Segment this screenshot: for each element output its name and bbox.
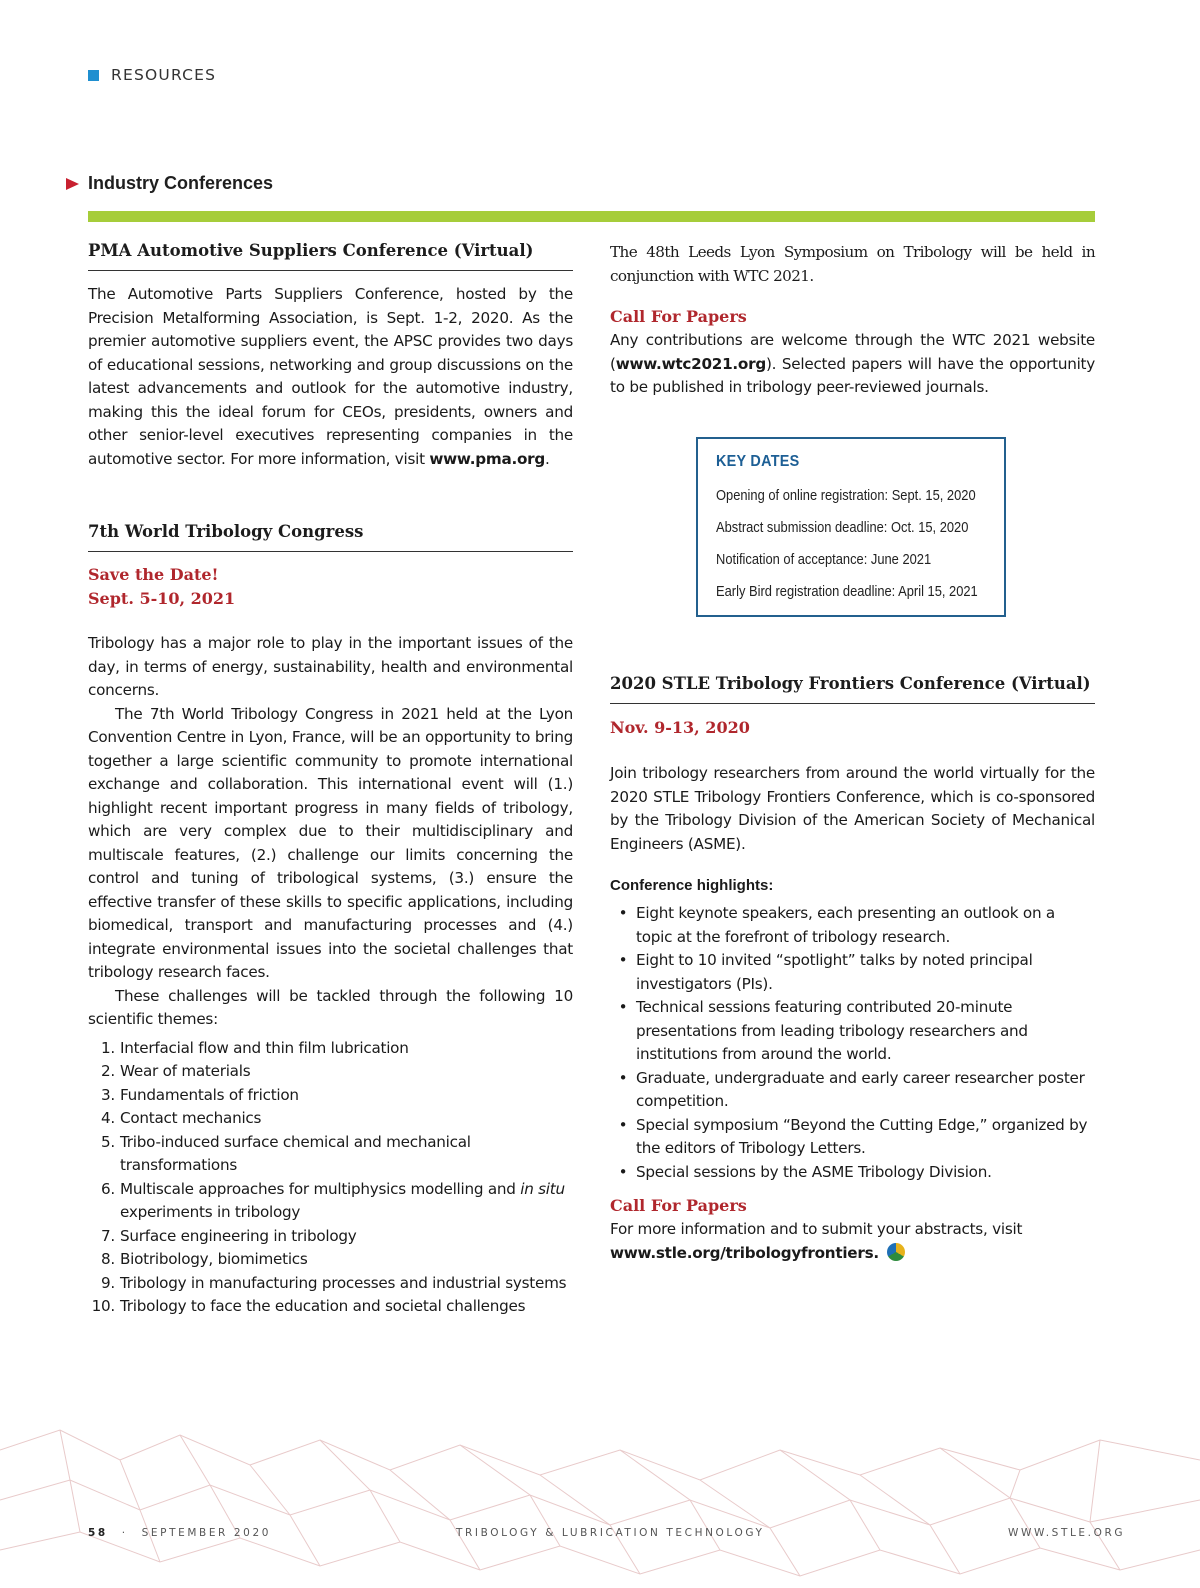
stle-body: Join tribology researchers from around the world virtually for the 2020 STLE Tribology Frontiers Conference, which is co-sponsored by the Tribology Division of the American Society of Mechanical Engineers (ASME). <box>610 764 1095 853</box>
heading-divider <box>88 211 1095 222</box>
theme-text: Fundamentals of friction <box>120 1085 299 1104</box>
theme-number: 7. <box>101 1226 115 1245</box>
stle-link-end: . <box>873 1243 879 1262</box>
highlight-item <box>610 1161 1095 1185</box>
theme-item <box>88 1225 573 1249</box>
wtc-paragraph-1: Tribology has a major role to play in the important issues of the day, in terms of energy, sustainability, health and environmental concerns. <box>88 634 573 699</box>
theme-text: Contact mechanics <box>120 1109 262 1127</box>
theme-number: 10. <box>91 1297 115 1315</box>
theme-item <box>88 1060 573 1084</box>
highlight-item <box>610 902 1095 949</box>
stle-article <box>610 674 1095 1265</box>
section-tag <box>88 66 216 84</box>
page-heading-text: Industry Conferences <box>88 173 274 193</box>
magazine-name: TRIBOLOGY & LUBRICATION TECHNOLOGY <box>456 1527 765 1539</box>
theme-text: Multiscale approaches for multiphysics modelling and in situ experiments in tribology <box>120 1179 565 1221</box>
theme-item <box>88 1037 573 1061</box>
theme-text: Surface engineering in tribology <box>120 1226 357 1245</box>
highlights-heading: Conference highlights: <box>610 877 774 894</box>
bullet-icon: • <box>618 1068 628 1087</box>
highlights-list <box>610 902 1095 1184</box>
section-square-icon <box>88 70 99 81</box>
highlight-text: Eight to 10 invited “spotlight” talks by noted principal investigators (PIs). <box>636 951 1033 993</box>
wtc-article <box>88 522 573 1319</box>
section-label: RESOURCES <box>111 66 217 84</box>
theme-text: Interfacial flow and thin film lubrication <box>120 1038 409 1057</box>
highlight-text: Special symposium “Beyond the Cutting Edge,” organized by the editors of Tribology Letters. <box>636 1115 1088 1157</box>
theme-item <box>88 1248 573 1272</box>
pma-body <box>88 283 573 471</box>
triangle-arrow-icon <box>66 178 79 190</box>
stle-cfp-heading: Call For Papers <box>610 1196 747 1215</box>
highlight-text: Special sessions by the ASME Tribology Division. <box>636 1162 992 1181</box>
bullet-icon: • <box>618 998 628 1016</box>
theme-item <box>88 1084 573 1108</box>
footer-left <box>88 1527 271 1539</box>
stle-cfp-link-line <box>610 1242 1095 1266</box>
wtc-cfp-heading: Call For Papers <box>610 307 747 326</box>
wtc-continued <box>610 241 1095 400</box>
leeds-paragraph: The 48th Leeds Lyon Symposium on Tribology will be held in conjunction with WTC 2021. <box>610 243 1095 285</box>
wtc-cfp-post: ). Selected papers will have the opportunity to be published in tribology peer-reviewed journals. <box>610 354 1095 396</box>
bullet-icon: • <box>618 904 628 922</box>
highlight-item <box>610 996 1095 1067</box>
key-date-item: Notification of acceptance: June 2021 <box>716 551 932 568</box>
issue-date: SEPTEMBER 2020 <box>141 1527 272 1539</box>
theme-text: Wear of materials <box>120 1062 251 1080</box>
theme-number: 3. <box>101 1085 115 1104</box>
theme-number: 6. <box>101 1179 115 1198</box>
wtc-cfp-pre: Any contributions are welcome through the WTC 2021 website ( <box>610 331 1095 373</box>
page-heading <box>66 173 273 194</box>
key-date-item: Early Bird registration deadline: April 15, 2021 <box>716 583 978 600</box>
key-dates-title: KEY DATES <box>716 453 800 470</box>
theme-item <box>88 1295 573 1319</box>
theme-text: Tribology in manufacturing processes and industrial systems <box>120 1273 567 1292</box>
bullet-icon: • <box>618 1115 628 1134</box>
recycle-icon <box>887 1243 905 1261</box>
pma-body-end: . <box>545 449 550 468</box>
key-date-item: Abstract submission deadline: Oct. 15, 2020 <box>716 519 969 536</box>
theme-item <box>88 1131 573 1178</box>
key-dates-box <box>696 437 1006 617</box>
wtc-paragraph-2: The 7th World Tribology Congress in 2021 held at the Lyon Convention Centre in Lyon, France, will be an opportunity to bring together a large scientific community to promote international exchange and collaboration. This international event will (1.) highlight recent important progress in many fields of tribology, which are very complex due to their multidisciplinary and multiscale features, (2.) challenge our limits concerning the control and tuning of tribological systems, (3.) ensure the effective transfer of these skills to specific applications, including biomedical, transport and manufacturing processes and (4.) integrate environmental issues into the societal challenges that tribology research faces. <box>88 704 573 981</box>
key-date-item: Opening of online registration: Sept. 15, 2020 <box>716 487 976 504</box>
stle-cfp-text: For more information and to submit your abstracts, visit <box>610 1220 1023 1238</box>
theme-number: 8. <box>101 1250 115 1268</box>
wtc-dates: Sept. 5-10, 2021 <box>88 589 236 608</box>
key-dates-list <box>716 480 1004 608</box>
theme-number: 2. <box>101 1062 115 1080</box>
wtc-cfp-body <box>610 329 1095 400</box>
theme-item <box>88 1178 573 1225</box>
pma-body-text: The Automotive Parts Suppliers Conference, hosted by the Precision Metalforming Association, is Sept. 1-2, 2020. As the premier automotive suppliers event, the APSC provides two days of educational sessions, networking and group discussions on the latest advancements and outlook for the automotive industry, making this the ideal forum for CEOs, presidents, owners and other senior-level executives representing companies in the automotive sector. For more information, visit <box>88 285 573 468</box>
pma-article <box>88 241 573 471</box>
wtc-save-date: Save the Date! <box>88 565 219 584</box>
background-mesh <box>0 1300 1200 1588</box>
bullet-icon: • <box>618 1162 628 1181</box>
wtc-paragraph-3: These challenges will be tackled through the following 10 scientific themes: <box>88 986 573 1028</box>
theme-number: 4. <box>101 1109 115 1127</box>
wtc-link[interactable]: www.wtc2021.org <box>615 354 766 373</box>
highlight-text: Technical sessions featuring contributed 20-minute presentations from leading tribology researchers and institutions from around the world. <box>636 998 1028 1063</box>
theme-number: 5. <box>101 1132 115 1151</box>
stle-title: 2020 STLE Tribology Frontiers Conference (Virtual) <box>610 674 1095 704</box>
highlight-item <box>610 949 1095 996</box>
highlight-item <box>610 1067 1095 1114</box>
theme-text: Tribology to face the education and societal challenges <box>120 1297 526 1315</box>
wtc-title: 7th World Tribology Congress <box>88 522 573 552</box>
highlight-text: Eight keynote speakers, each presenting an outlook on a topic at the forefront of tribology research. <box>636 904 1055 946</box>
theme-text: Biotribology, biomimetics <box>120 1250 308 1268</box>
theme-number: 1. <box>101 1038 115 1057</box>
theme-number: 9. <box>101 1273 115 1292</box>
stle-dates: Nov. 9-13, 2020 <box>610 718 750 737</box>
footer-separator: · <box>121 1527 128 1539</box>
italic-term: in situ <box>520 1179 565 1198</box>
theme-item <box>88 1272 573 1296</box>
wtc-themes-list <box>88 1037 573 1319</box>
highlight-item <box>610 1114 1095 1161</box>
theme-item <box>88 1107 573 1131</box>
bullet-icon: • <box>618 951 628 969</box>
theme-text: Tribo-induced surface chemical and mechanical transformations <box>120 1132 471 1174</box>
highlight-text: Graduate, undergraduate and early career researcher poster competition. <box>636 1068 1085 1110</box>
stle-link[interactable]: www.stle.org/tribologyfrontiers <box>610 1243 874 1262</box>
page-number: 58 <box>88 1527 108 1539</box>
pma-title: PMA Automotive Suppliers Conference (Virtual) <box>88 241 573 271</box>
website[interactable]: WWW.STLE.ORG <box>1008 1527 1126 1539</box>
pma-link[interactable]: www.pma.org <box>429 449 546 468</box>
